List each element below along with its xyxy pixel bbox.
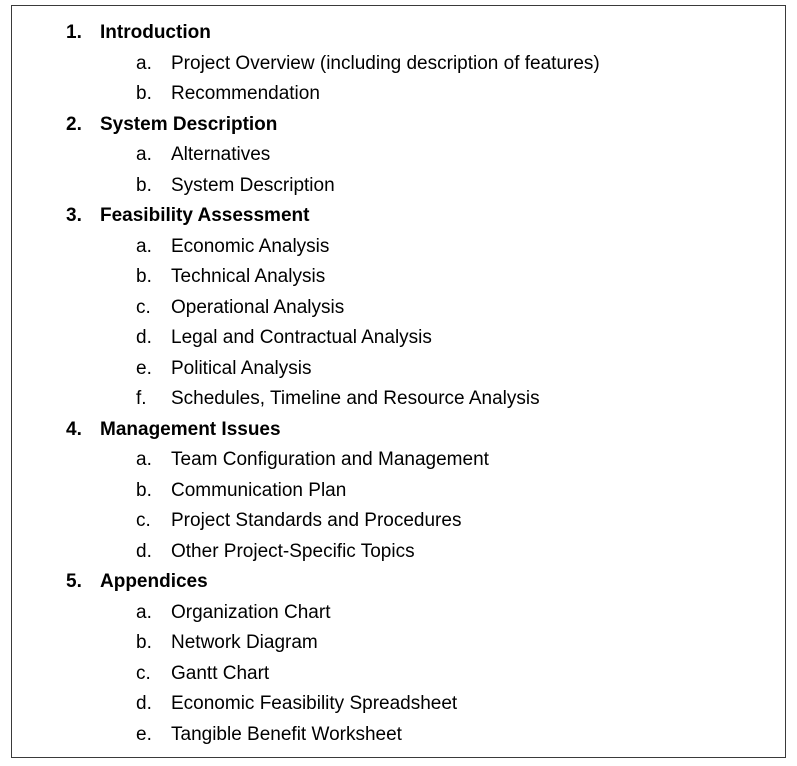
section-heading xyxy=(12,415,785,446)
list-item xyxy=(12,659,785,690)
list-item xyxy=(12,293,785,324)
item-text: Economic Feasibility Spreadsheet xyxy=(171,693,458,714)
item-letter: d. xyxy=(136,540,152,562)
outline-frame xyxy=(11,5,786,758)
item-letter: d. xyxy=(136,327,152,348)
item-letter: b. xyxy=(136,174,152,196)
list-item xyxy=(12,323,785,354)
item-text: Communication Plan xyxy=(171,479,347,501)
item-letter: b. xyxy=(136,83,152,104)
item-letter: b. xyxy=(136,266,152,287)
item-letter: e. xyxy=(136,357,152,379)
list-item xyxy=(12,140,785,171)
section-number: 2. xyxy=(66,113,82,135)
list-item xyxy=(12,537,785,568)
section-number: 4. xyxy=(66,418,82,440)
list-item xyxy=(12,79,785,110)
item-text: System Description xyxy=(171,174,335,196)
section-title: System Description xyxy=(100,113,278,135)
item-letter: a. xyxy=(136,449,152,470)
item-letter: c. xyxy=(136,296,151,318)
list-item xyxy=(12,689,785,720)
item-text: Organization Chart xyxy=(171,601,331,623)
item-letter: a. xyxy=(136,52,152,74)
item-letter: b. xyxy=(136,479,152,501)
section-title: Introduction xyxy=(100,22,211,43)
item-letter: f. xyxy=(136,388,147,409)
item-letter: a. xyxy=(136,601,152,623)
list-item xyxy=(12,262,785,293)
section-heading xyxy=(12,18,785,49)
item-letter: c. xyxy=(136,510,151,531)
item-text: Schedules, Timeline and Resource Analysis xyxy=(171,388,540,409)
item-text: Other Project-Specific Topics xyxy=(171,540,415,562)
item-text: Alternatives xyxy=(171,144,271,165)
list-item xyxy=(12,598,785,629)
item-text: Economic Analysis xyxy=(171,235,330,257)
item-letter: c. xyxy=(136,662,151,684)
outline-list xyxy=(12,18,785,750)
item-text: Network Diagram xyxy=(171,632,318,653)
section-heading xyxy=(12,567,785,598)
item-text: Legal and Contractual Analysis xyxy=(171,327,432,348)
item-text: Technical Analysis xyxy=(171,266,326,287)
section-number: 1. xyxy=(66,22,82,43)
item-text: Recommendation xyxy=(171,83,320,104)
item-text: Tangible Benefit Worksheet xyxy=(171,723,402,745)
list-item xyxy=(12,49,785,80)
list-item xyxy=(12,384,785,415)
item-letter: a. xyxy=(136,144,152,165)
item-letter: a. xyxy=(136,235,152,257)
list-item xyxy=(12,354,785,385)
item-text: Project Standards and Procedures xyxy=(171,510,462,531)
item-text: Operational Analysis xyxy=(171,296,345,318)
list-item xyxy=(12,445,785,476)
section-title: Appendices xyxy=(100,571,208,592)
list-item xyxy=(12,476,785,507)
item-letter: e. xyxy=(136,723,152,745)
list-item xyxy=(12,506,785,537)
item-text: Gantt Chart xyxy=(171,662,270,684)
section-number: 5. xyxy=(66,571,82,592)
section-title: Management Issues xyxy=(100,418,281,440)
item-text: Political Analysis xyxy=(171,357,312,379)
list-item xyxy=(12,628,785,659)
item-text: Project Overview (including description of features) xyxy=(171,52,600,74)
item-letter: d. xyxy=(136,693,152,714)
list-item xyxy=(12,232,785,263)
list-item xyxy=(12,171,785,202)
section-heading xyxy=(12,110,785,141)
section-heading xyxy=(12,201,785,232)
section-number: 3. xyxy=(66,205,82,226)
section-title: Feasibility Assessment xyxy=(100,205,310,226)
item-text: Team Configuration and Management xyxy=(171,449,489,470)
list-item xyxy=(12,720,785,751)
item-letter: b. xyxy=(136,632,152,653)
